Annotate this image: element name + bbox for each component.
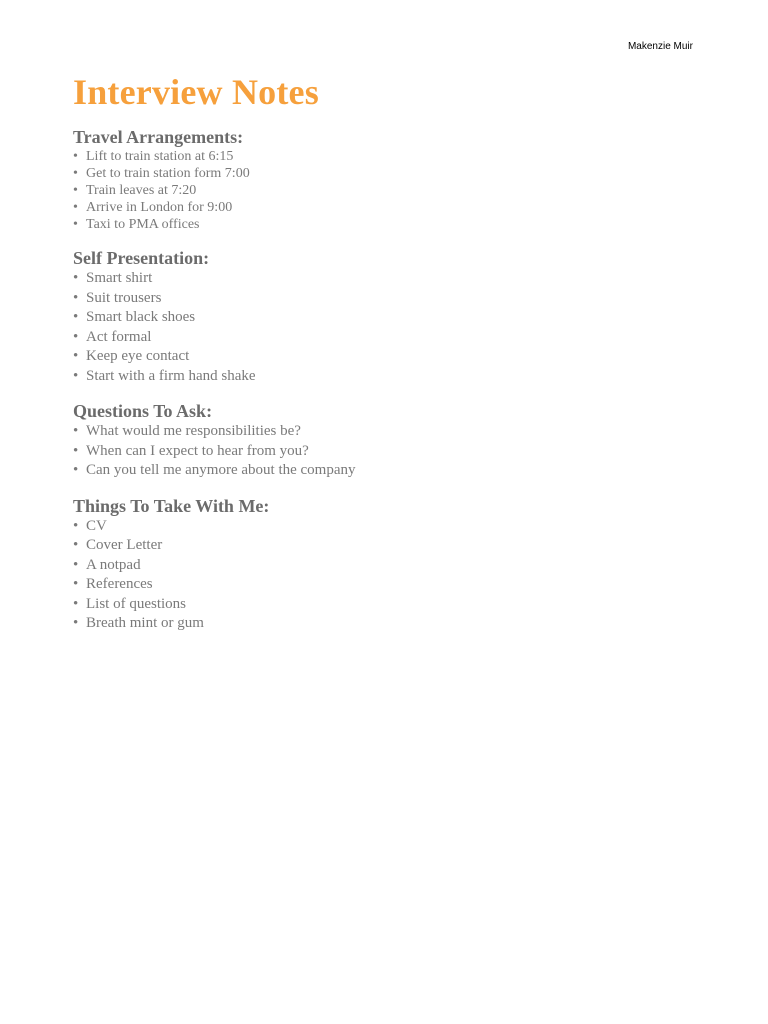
presentation-list [73,269,713,386]
list-item-text: References [86,576,153,592]
section-questions-to-ask [73,400,713,481]
list-item-text: Start with a firm hand shake [86,367,256,384]
take-with-me-list [73,517,713,634]
list-item-text: What would me responsibilities be? [86,423,301,439]
section-heading: Questions To Ask: [73,401,213,421]
bullet-icon: • [73,423,79,439]
bullet-icon: • [73,166,78,181]
list-item-text: Lift to train station at 6:15 [86,149,234,164]
list-item [73,182,713,199]
bullet-icon: • [73,309,79,325]
bullet-icon: • [73,200,78,215]
list-item-text: List of questions [86,595,186,612]
bullet-icon: • [73,595,79,612]
bullet-icon: • [73,517,79,534]
bullet-icon: • [73,328,79,345]
bullet-icon: • [73,556,79,573]
section-travel-arrangements [73,126,713,233]
list-item-text: Keep eye contact [86,348,190,364]
list-item [73,461,713,481]
list-item [73,199,713,216]
travel-list [73,148,713,233]
list-item [73,216,713,233]
bullet-icon: • [73,576,79,592]
bullet-icon: • [73,183,78,198]
list-item [73,422,713,442]
list-item [73,328,713,348]
list-item-text: CV [86,517,107,534]
bullet-icon: • [73,537,79,553]
document-body [73,72,713,648]
list-item [73,308,713,328]
list-item-text: Suit trousers [86,289,162,306]
list-item-text: Train leaves at 7:20 [86,183,197,198]
list-item-text: Can you tell me anymore about the company [86,462,356,478]
bullet-icon: • [73,217,78,232]
section-self-presentation [73,247,713,386]
questions-list [73,422,713,481]
list-item [73,269,713,289]
list-item [73,367,713,387]
author-name: Makenzie Muir [627,41,693,52]
list-item-text: Cover Letter [86,537,163,553]
bullet-icon: • [73,149,78,164]
bullet-icon: • [73,348,79,364]
list-item [73,442,713,462]
list-item [73,289,713,309]
list-item [73,556,713,576]
list-item-text: Smart shirt [86,270,153,286]
list-item [73,575,713,595]
bullet-icon: • [73,270,79,286]
list-item [73,148,713,165]
list-item-text: A notpad [86,556,141,573]
list-item [73,595,713,615]
section-heading: Things To Take With Me: [73,495,270,516]
list-item-text: When can I expect to hear from you? [86,442,309,459]
bullet-icon: • [73,615,79,631]
list-item-text: Act formal [86,328,152,345]
list-item [73,517,713,537]
list-item-text: Get to train station form 7:00 [86,166,250,181]
list-item-text: Taxi to PMA offices [86,217,200,232]
section-heading: Travel Arrangements: [73,127,244,147]
list-item [73,347,713,367]
section-heading: Self Presentation: [73,248,210,268]
bullet-icon: • [73,289,79,306]
list-item [73,165,713,182]
bullet-icon: • [73,462,79,478]
page-title: Interview Notes [73,72,319,112]
list-item-text: Arrive in London for 9:00 [86,200,233,215]
bullet-icon: • [73,442,79,459]
list-item-text: Smart black shoes [86,309,196,325]
list-item-text: Breath mint or gum [86,615,204,631]
list-item [73,614,713,634]
list-item [73,536,713,556]
section-things-to-take [73,495,713,634]
bullet-icon: • [73,367,79,384]
